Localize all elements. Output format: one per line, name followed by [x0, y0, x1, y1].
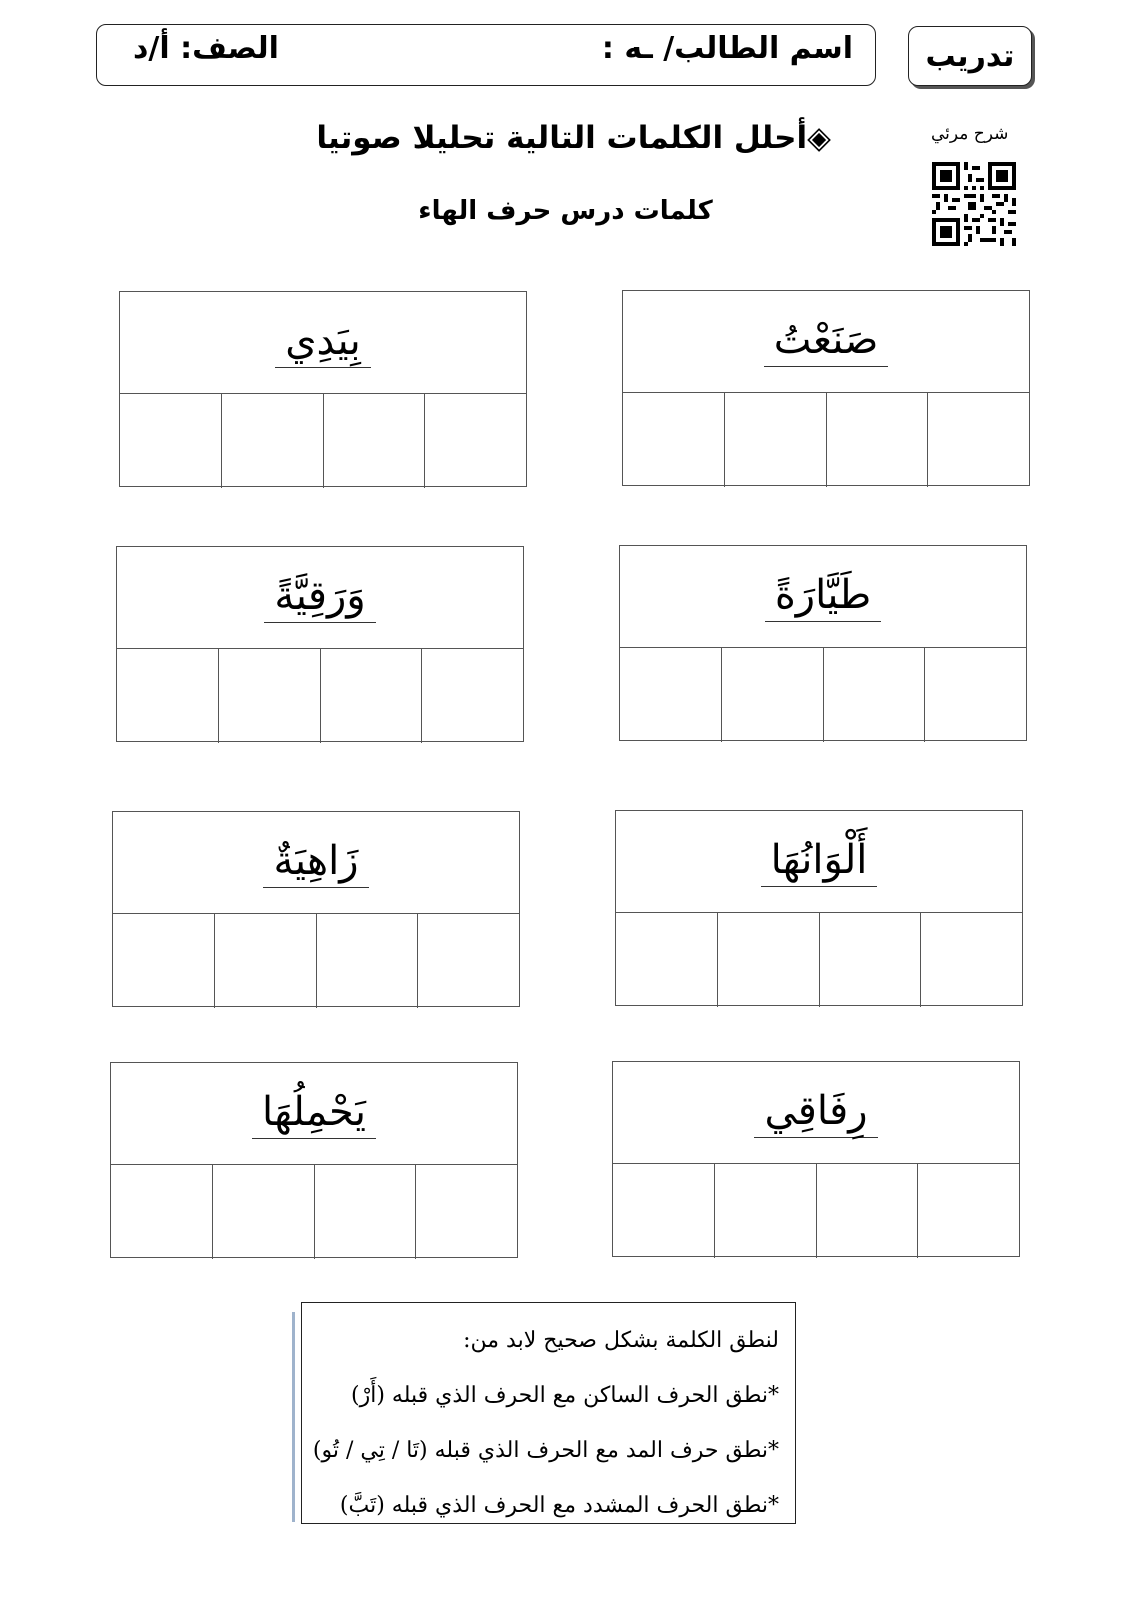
- instruction-heading: ◈أحلل الكلمات التالية تحليلا صوتيا: [316, 120, 831, 156]
- answer-cell[interactable]: [221, 394, 323, 488]
- exercise-tag: [908, 26, 1032, 86]
- note-line: *نطق الحرف المشدد مع الحرف الذي قبله (تَبَّ): [339, 1493, 779, 1518]
- answer-cell[interactable]: [314, 1165, 416, 1259]
- answer-cell[interactable]: [927, 393, 1029, 487]
- answer-cell[interactable]: [320, 649, 422, 743]
- word-text: زَاهِيَةٌ: [263, 837, 368, 888]
- note-accent-bar: [292, 1312, 295, 1522]
- student-name-label: اسم الطالب/ ـه :: [601, 31, 853, 66]
- answer-cell[interactable]: [714, 1164, 816, 1258]
- word-box: [613, 1062, 1019, 1164]
- word-card: [612, 1061, 1020, 1257]
- answer-cell[interactable]: [111, 1165, 212, 1259]
- answer-cell[interactable]: [823, 648, 925, 742]
- word-box: [120, 292, 526, 394]
- answer-cell[interactable]: [316, 914, 418, 1008]
- answer-cell[interactable]: [424, 394, 526, 488]
- answer-cell[interactable]: [721, 648, 823, 742]
- answer-cell[interactable]: [218, 649, 320, 743]
- qr-label: شرح مرئي: [931, 124, 1009, 144]
- answer-cell[interactable]: [826, 393, 928, 487]
- word-card: [112, 811, 520, 1007]
- word-box: [111, 1063, 517, 1165]
- class-label: الصف: أ/د: [133, 31, 279, 66]
- answer-cell[interactable]: [421, 649, 523, 743]
- word-card: [615, 810, 1023, 1006]
- answer-cell[interactable]: [920, 913, 1022, 1007]
- word-card: [622, 290, 1030, 486]
- answer-cell[interactable]: [415, 1165, 517, 1259]
- note-line: *نطق الحرف الساكن مع الحرف الذي قبله (أَرْ): [351, 1383, 779, 1408]
- answer-cell[interactable]: [616, 913, 717, 1007]
- word-card: [119, 291, 527, 487]
- word-text: بِيَدِي: [275, 317, 371, 368]
- word-box: [117, 547, 523, 649]
- answer-cell[interactable]: [120, 394, 221, 488]
- answer-cell[interactable]: [917, 1164, 1019, 1258]
- word-text: وَرَقِيَّةً: [264, 572, 375, 623]
- word-box: [616, 811, 1022, 913]
- word-text: يَحْمِلُهَا: [252, 1088, 376, 1139]
- lesson-subtitle-text: كلمات درس حرف الهاء: [418, 196, 713, 226]
- lesson-subtitle: [0, 196, 1131, 226]
- answer-cell[interactable]: [724, 393, 826, 487]
- answer-cell[interactable]: [214, 914, 316, 1008]
- word-text: رِفَاقِي: [754, 1087, 877, 1138]
- word-card: [110, 1062, 518, 1258]
- exercise-tag-label: تدريب: [925, 38, 1015, 74]
- answer-cell[interactable]: [717, 913, 819, 1007]
- note-line: *نطق حرف المد مع الحرف الذي قبله (تَا / تِي / تُو): [312, 1438, 779, 1463]
- answer-cell[interactable]: [924, 648, 1026, 742]
- note-line: لنطق الكلمة بشكل صحيح لابد من:: [463, 1328, 779, 1353]
- answer-cell[interactable]: [117, 649, 218, 743]
- answer-cell[interactable]: [613, 1164, 714, 1258]
- word-box: [113, 812, 519, 914]
- word-text: أَلْوَانُهَا: [761, 836, 878, 887]
- answer-cell[interactable]: [113, 914, 214, 1008]
- word-card: [116, 546, 524, 742]
- answer-cell[interactable]: [623, 393, 724, 487]
- student-info-box: [96, 24, 876, 86]
- answer-cell[interactable]: [323, 394, 425, 488]
- word-box: [620, 546, 1026, 648]
- word-text: طَيَّارَةً: [765, 571, 881, 622]
- answer-cell[interactable]: [819, 913, 921, 1007]
- pronunciation-note: [301, 1302, 796, 1524]
- word-text: صَنَعْتُ: [764, 316, 889, 367]
- word-card: [619, 545, 1027, 741]
- answer-cell[interactable]: [816, 1164, 918, 1258]
- answer-cell[interactable]: [620, 648, 721, 742]
- answer-cell[interactable]: [417, 914, 519, 1008]
- word-box: [623, 291, 1029, 393]
- answer-cell[interactable]: [212, 1165, 314, 1259]
